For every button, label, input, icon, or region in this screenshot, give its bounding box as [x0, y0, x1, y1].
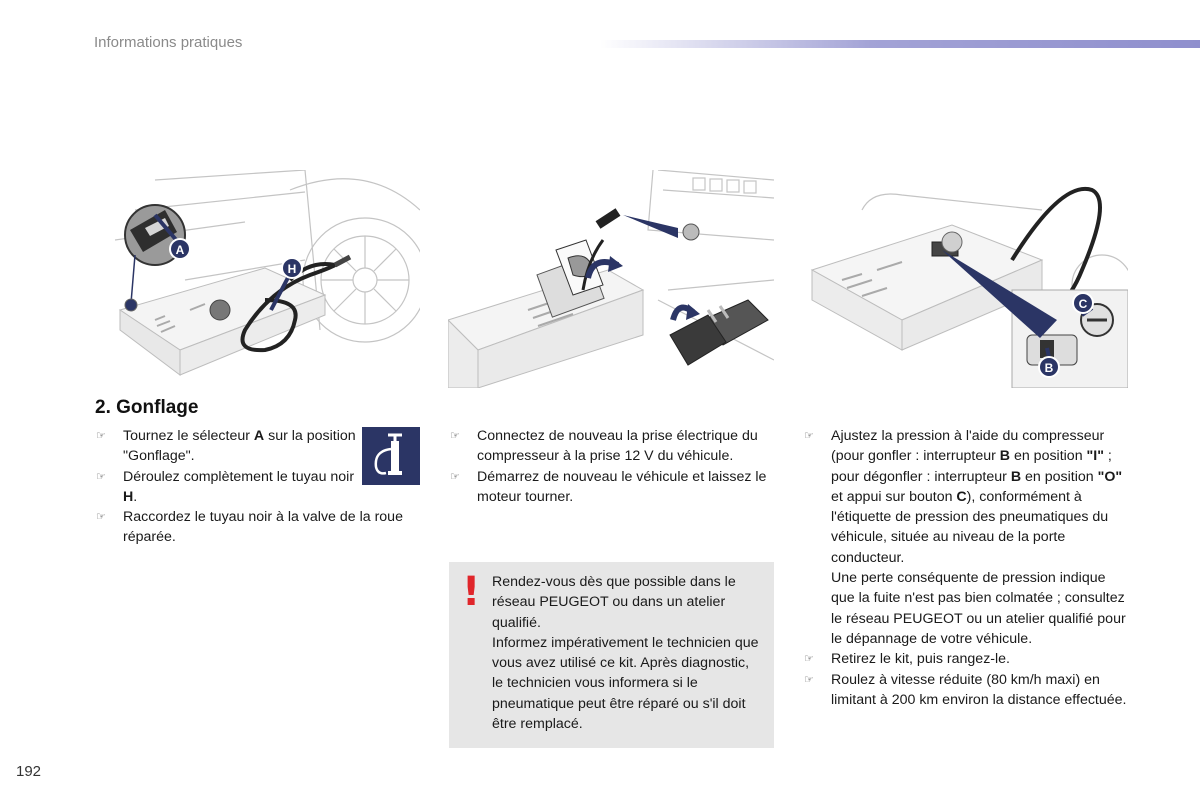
illustration-compressor-switches: [802, 170, 1128, 388]
pointing-hand-icon: ☞: [804, 673, 814, 686]
pointing-hand-icon: ☞: [96, 430, 106, 442]
list-item: ☞ Roulez à vitesse réduite (80 km/h maxi) en limitant à 200 km environ la distance effectuée.: [804, 671, 1127, 708]
list-item: ☞ Ajustez la pression à l'aide du compresseur (pour gonfler : interrupteur B en position "I" ; pour dégonfler : interrupteur B en position "O" et appui sur bouton C), conformément à l'étiquette de pression des pneumatiques du véhicule, située au niveau de la porte conducteur. Une perte conséquente de pression indique que la fuite n'est pas bien colmatée ; consultez le réseau PEUGEOT ou un atelier qualifié pour le dépannage de votre véhicule.: [803, 426, 1133, 649]
pointing-hand-icon: ☞: [96, 470, 106, 483]
item-continuation: Une perte conséquente de pression indique que la fuite n'est pas bien colmatée ; consultez le réseau PEUGEOT ou un atelier qualifié pour le dépannage de votre véhicule.: [831, 570, 1126, 647]
warning-box: [449, 562, 774, 748]
list-item: ☞ Raccordez le tuyau noir à la valve de la roue réparée.: [96, 509, 403, 546]
pointing-hand-icon: ☞: [804, 653, 814, 666]
exclamation-icon: !: [462, 569, 481, 615]
pointing-hand-icon: ☞: [804, 430, 814, 442]
tire-inflation-pump-icon: [362, 427, 420, 485]
header-gradient-bar: [600, 40, 1200, 48]
column-3-instructions: [803, 426, 1133, 710]
list-item: ☞ Déroulez complètement le tuyau noir H.: [96, 468, 355, 505]
warning-text: Rendez-vous dès que possible dans le réseau PEUGEOT ou dans un atelier qualifié. Informez impérativement le technicien que vous avez utilisé ce kit. Après diagnostic, le technicien vous informera si le pneumatique peut être réparé ou s'il doit être remplacé.: [492, 574, 759, 733]
figure-label-c: C: [1078, 297, 1088, 311]
pointing-hand-icon: ☞: [450, 470, 460, 483]
figure-label-b: B: [1044, 361, 1054, 375]
running-header: Informations pratiques: [94, 34, 243, 51]
list-item: ☞ Démarrez de nouveau le véhicule et laissez le moteur tourner.: [450, 468, 767, 505]
list-item: ☞ Tournez le sélecteur A sur la position "Gonflage".: [96, 428, 356, 465]
pointing-hand-icon: ☞: [96, 511, 106, 524]
page-number: 192: [16, 763, 42, 780]
illustration-12v-socket: [448, 170, 774, 388]
list-item: ☞ Connectez de nouveau la prise électrique du compresseur à la prise 12 V du véhicule.: [450, 428, 758, 465]
illustration-selector-and-hose: [95, 170, 420, 388]
section-title: 2. Gonflage: [95, 397, 199, 418]
column-1-instructions: [95, 426, 403, 548]
figure-label-h: H: [287, 262, 297, 276]
column-2-instructions: [449, 426, 774, 507]
figure-label-a: A: [175, 243, 185, 257]
pointing-hand-icon: ☞: [450, 430, 460, 442]
list-item: ☞ Retirez le kit, puis rangez-le.: [803, 649, 1133, 669]
